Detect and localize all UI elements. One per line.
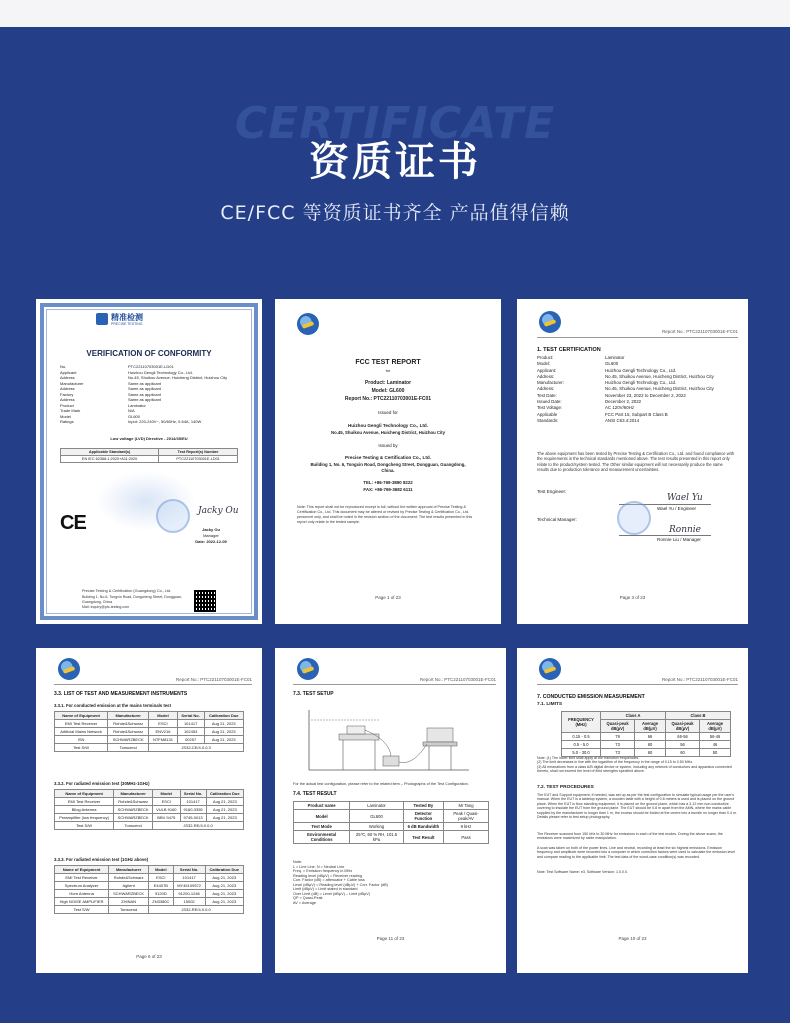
header-rule — [537, 337, 738, 338]
table-cell: Peak / Quasi-peak/AV — [444, 810, 489, 823]
signer-name: Jacky Ou — [202, 527, 220, 532]
column-header: Name of Equipment — [55, 712, 108, 720]
standards-table — [60, 448, 238, 463]
table-cell: 60 — [635, 741, 666, 749]
table-header-row — [55, 712, 244, 720]
field-value: Same as applicant — [128, 391, 161, 397]
field-value: Huizhou Gengli Technology Co., Ltd. — [605, 367, 677, 373]
directive-text: Low voltage (LVD) Directive - 2014/35/EU — [110, 436, 188, 441]
table-cell: EMI Test Receiver — [55, 798, 114, 806]
table-row — [55, 890, 244, 898]
qr-code — [194, 590, 216, 612]
software-row — [55, 822, 244, 830]
page-number: Page 1 of 23 — [375, 595, 401, 600]
report-number: Report No.: PTC22110703001E-FC01 — [420, 677, 496, 682]
procedure-paragraph-2: The Receiver scanned from 150 kHz to 30 MHz for emissions in each of the test modes. During the above scans, the emissions were maximized by cable manipulation. — [537, 832, 723, 841]
field-key: Address: — [537, 373, 555, 379]
field-value: GL600 — [128, 413, 141, 419]
table-cell: 9160-3355 — [180, 806, 206, 814]
column-header: Model — [153, 790, 181, 798]
lab-address: Building 1, No. 6, Tongxin Road, Dongcheng Street, Dongguan, Guangdong, China. — [310, 462, 466, 473]
technical-manager-label: Technical Manager: — [537, 517, 577, 522]
table-cell: Aug 21, 2023 — [204, 728, 243, 736]
std-row-2: PTC22110703001E-LD01 — [159, 456, 238, 463]
table-cell: Working — [350, 823, 403, 831]
issue-date: Date: 2022-12-09 — [195, 539, 227, 544]
field-value: Laminator — [128, 402, 146, 408]
field-key: Manufacturer: — [537, 380, 565, 386]
section-heading: 1. TEST CERTIFICATION — [537, 347, 601, 353]
table-cell: 56 — [665, 741, 699, 749]
limits-table — [561, 711, 731, 757]
table-cell: Test Result — [403, 831, 443, 844]
field-value: ANSI C63.4:2014 — [605, 417, 640, 423]
table-cell: Detector Function — [403, 810, 443, 823]
field-key: Applicable — [537, 411, 558, 417]
table-row — [55, 798, 244, 806]
certification-statement: The above equipment has been tested by Precise Testing & Certification Co., Ltd. and found compliance with the requirements in the technical standards mentioned above. The test results presented in this report only relate to the product/system tested. The Other similar equipment will not necessarily produce the same results due to production tolerance and measurement uncertainties. — [537, 451, 734, 473]
procedure-paragraph-4: Note: Test Software Name: e3, Software Version: 1.0.0.0. — [537, 870, 629, 874]
footer-company: Precise Testing & Certification (Guangdong) Co., Ltd. — [82, 589, 172, 593]
table-cell: SCHWARZBECK — [108, 736, 149, 744]
manager-name: Ronnie Liu / Manager — [657, 537, 701, 542]
field-key: Address: — [537, 386, 555, 392]
certificate-fields — [60, 364, 227, 425]
table-cell: 60 — [665, 749, 699, 757]
table-cell: ESCI — [149, 874, 174, 882]
field-row — [537, 418, 714, 424]
table-cell: Aug 21, 2023 — [205, 874, 243, 882]
company-stamp — [617, 501, 651, 535]
fcc-report-cover — [275, 299, 501, 624]
table-cell: Horn Antenna — [55, 890, 109, 898]
field-key: Manufacturer — [60, 380, 84, 386]
table-cell: 101417 — [177, 720, 204, 728]
header-rule — [54, 684, 252, 685]
equipment-table-2 — [54, 789, 244, 830]
table-cell: 73 — [601, 741, 635, 749]
table-row — [55, 882, 244, 890]
table-cell: Aug 21, 2023 — [206, 806, 243, 814]
signer-title: Manager — [203, 533, 219, 538]
table-cell: Tonscend — [114, 822, 153, 830]
column-header: Serial No. — [177, 712, 204, 720]
issued-for-label: Issued for — [378, 410, 398, 415]
table-cell: Mr Tang — [444, 802, 489, 810]
table-cell: 46 — [700, 741, 731, 749]
table-row — [55, 874, 244, 882]
table-cell: Model — [294, 810, 350, 823]
setup-caption: For the actual test configuration, please refer to the related item – Photographs of the Test Configuration. — [293, 782, 469, 786]
software-row — [55, 906, 244, 914]
page-number: Page 10 of 23 — [618, 936, 647, 941]
table-row — [55, 728, 244, 736]
field-row — [60, 419, 227, 425]
table-row — [562, 733, 731, 741]
table-cell: ENV216 — [149, 728, 178, 736]
table-cell: Aug 21, 2023 — [205, 890, 243, 898]
table-cell: 0.15 - 0.5 — [562, 733, 601, 741]
table-cell: 101417 — [180, 798, 206, 806]
table-cell: Bilog Antenna — [55, 806, 114, 814]
signature: Jacky Ou — [198, 506, 239, 516]
report-model: Model: GL600 — [371, 388, 405, 394]
limits-heading: 7.1. LIMITS — [537, 702, 563, 707]
ce-mark: CE — [60, 512, 86, 534]
field-key: Factory — [60, 391, 74, 397]
table-header-row — [55, 866, 244, 874]
ptc-logo — [58, 658, 80, 680]
table-cell: Aug 21, 2023 — [204, 736, 243, 744]
table-cell: Product name — [294, 802, 350, 810]
section-heading: 3.3. LIST OF TEST AND MEASUREMENT INSTRUMENTS — [54, 691, 188, 697]
table-cell: SCHWARZBECK — [114, 814, 153, 822]
test-certification-page — [517, 299, 748, 624]
company-stamp — [156, 499, 190, 533]
sub-header: Quasi-peak dB(µV) — [601, 720, 635, 733]
ptc-logo — [539, 311, 561, 333]
ptc-logo — [539, 658, 561, 680]
table-cell: Test Mode — [294, 823, 350, 831]
lab-name: Precise Testing & Certification Co., Ltd. — [345, 455, 431, 460]
field-value: December 2, 2022 — [605, 399, 642, 405]
result-heading: 7.4. TEST RESULT — [293, 791, 337, 797]
class-a-header: Class A — [601, 712, 666, 720]
manager-sign-line — [619, 535, 711, 536]
report-product: Product: Laminator — [364, 380, 412, 386]
sub-header: Average dB(µV) — [635, 720, 666, 733]
table-row — [562, 741, 731, 749]
setup-heading: 7.3. TEST SETUP — [293, 691, 334, 697]
ptc-logo — [297, 313, 319, 335]
field-value: Same as applicant — [128, 386, 161, 391]
field-key: Address — [60, 375, 75, 380]
report-title: FCC TEST REPORT — [355, 359, 421, 366]
column-header: Calibration Due — [205, 866, 243, 874]
table-cell: Environmental Conditions — [294, 831, 350, 844]
field-value: Huizhou Gengli Technology Co., Ltd. — [128, 369, 193, 375]
std-row-1: EN IEC 62368-1:2020+A11:2020 — [61, 456, 159, 463]
std-header-2: Test Report(s) Number — [159, 449, 238, 456]
table-cell: ESCI — [153, 798, 181, 806]
table-cell: Aug 21, 2023 — [205, 882, 243, 890]
table-row — [55, 814, 244, 822]
field-key: Issued Date: — [537, 399, 562, 405]
table-cell: Rohde&Schwarz — [108, 720, 149, 728]
field-value: No.45, Shuikou Avenue, Huicheng District, Huizhou City — [128, 375, 228, 380]
issued-by-label: Issued by — [378, 443, 398, 448]
field-key: Test Voltage: — [537, 405, 563, 411]
field-key: Applicant — [60, 369, 77, 375]
field-value: No.45, Shuikou Avenue, Huicheng District, Huizhou City — [605, 386, 714, 392]
field-value: Input: 220-240V~, 50/60Hz, 0.64A, 140W — [128, 419, 202, 424]
table-cell: SCHWARZBECK — [109, 890, 149, 898]
applicant-name: Huizhou Gengli Technology Co., Ltd. — [347, 423, 429, 428]
table-cell: 56-46 — [700, 733, 731, 741]
engineer-name: Wael Yu / Engineer — [657, 506, 697, 511]
procedure-paragraph-1: The EUT and Support equipment, if needed, was set up as per the test configuration to simulate typical usage per the user's manual. When the EUT is a tabletop system, a wooden table with a height of 0.8 meters is used and is placed on the ground plane. When the EUT is floor standing equipment, it is placed on the ground plane, which has a 3-12 mm non-conductive covering to insulate the EUT from the ground plane. The EUT should be 0.8 m apart from the AMN, where the mains cable supplied by the manufacturer is longer than 1 m, the excess should be folded at the centre into a bundle no longer than 0.4 m. Details please refer to test setup photography. — [537, 793, 737, 820]
field-value: No.45, Shuikou Avenue, Huicheng District, Huizhou City — [605, 373, 714, 379]
field-value: Laminator — [605, 355, 625, 360]
table-cell: ZN3380C — [149, 898, 174, 906]
table-cell: VULB 9160 — [153, 806, 181, 814]
subsection-3-title: 3.3.3. For radiated emission test (1GHz above) — [54, 857, 149, 862]
table-cell: SCHWARZBECK — [114, 806, 153, 814]
table-cell: Artificial Mains Network — [55, 728, 108, 736]
table-cell: Test S/W — [55, 744, 108, 752]
column-header: Name of Equipment — [55, 866, 109, 874]
table-cell: 50 — [700, 749, 731, 757]
field-key: Address — [60, 386, 75, 391]
table-cell: ESCI — [149, 720, 178, 728]
test-setup-page — [275, 648, 506, 973]
column-header: Calibration Due — [204, 712, 243, 720]
column-header: Serial No. — [180, 790, 206, 798]
logo-subtext: PRECISE TESTING — [111, 322, 143, 326]
applicant-address: No.45, Shuikou Avenue, Huicheng District, Huizhou City — [330, 430, 446, 435]
precise-testing-logo — [96, 313, 108, 325]
conducted-heading: 7. CONDUCTED EMISSION MEASUREMENT — [537, 694, 645, 700]
field-key: No. — [60, 364, 67, 369]
test-setup-diagram — [299, 700, 479, 778]
footer-address: Building 1, No.6, Tongxin Road, Dongcheng Street, Dongguan, Guangdong, China — [82, 595, 182, 604]
table-row — [294, 823, 489, 831]
procedures-heading: 7.2. TEST PROCEDURES — [537, 785, 594, 790]
table-cell: Test S/W — [55, 822, 114, 830]
column-header: Calibration Due — [206, 790, 243, 798]
field-key: Product: — [537, 355, 554, 360]
table-cell: EMI Test Receiver — [55, 720, 108, 728]
table-cell: Tonscend — [109, 906, 149, 914]
header-rule — [537, 684, 738, 685]
table-cell: JS32-RE/4.0.0.0 — [149, 906, 244, 914]
column-header: Manufacturer — [109, 866, 149, 874]
table-cell: Laminator — [350, 802, 403, 810]
field-key: Ratings — [60, 419, 74, 424]
field-key: Standards: — [537, 417, 559, 423]
column-header: Serial No. — [173, 866, 205, 874]
field-value: N/A — [128, 408, 135, 413]
page-number: Page 11 of 23 — [376, 936, 405, 941]
page-number: Page 6 of 23 — [136, 954, 162, 959]
header-rule — [293, 684, 496, 685]
lab-tel: TEL: +86-769-3890 8222 — [363, 480, 413, 485]
table-cell: 79 — [601, 733, 635, 741]
field-value: Same as applicant — [128, 380, 161, 386]
table-cell: Rohde&Schwarz — [108, 728, 149, 736]
subsection-2-title: 3.3.2. For radiated emission test (30MHz-1GHz) — [54, 781, 150, 786]
field-value: FCC Part 15, Subpart B Class B — [605, 411, 668, 417]
table-cell: Tonscend — [108, 744, 149, 752]
table-cell: 00257 — [177, 736, 204, 744]
field-value: Huizhou Gengli Technology Co., Ltd. — [605, 380, 677, 386]
column-header: Model — [149, 712, 178, 720]
ptc-logo — [297, 658, 319, 680]
report-number: Report No.: PTC22110703001E-FC01 — [662, 677, 738, 682]
table-cell: BBV 9475 — [153, 814, 181, 822]
table-cell: 9 kHz — [444, 823, 489, 831]
table-cell: Preamplifier (low frequency) — [55, 814, 114, 822]
table-row — [55, 736, 244, 744]
sub-header: Quasi-peak dB(µV) — [665, 720, 699, 733]
engineer-signature: Wael Yu — [667, 493, 703, 503]
table-cell: Spectrum Analyzer — [55, 882, 109, 890]
table-cell: 5.0 - 30.0 — [562, 749, 601, 757]
sub-header: Average dB(µV) — [700, 720, 731, 733]
report-note: Note: This report shall not be reproduced except in full, without the written approval of Precise Testing & Certification Co., Ltd. This document may be altered or revised by Precise Testing & Certification Co., Ltd. personnel only, and shall be noted in the revision section of the document. The test results presented in this report only relate to the tested sample. — [297, 505, 473, 524]
table-cell: JS32-CE/4.0.0.3 — [149, 744, 244, 752]
table-cell: EMI Test Receiver — [55, 874, 109, 882]
report-number: Report No.: PTC22110703001E-FC01 — [344, 396, 432, 402]
table-cell: High NOISE AMPLIFIER — [55, 898, 109, 906]
top-strip — [0, 0, 790, 27]
table-cell: 73 — [601, 749, 635, 757]
column-header: Model — [149, 866, 174, 874]
ce-certificate — [36, 299, 262, 624]
table-cell: 101417 — [173, 874, 205, 882]
field-key: Product — [60, 402, 74, 408]
logo-text: 精准检测 — [111, 313, 143, 322]
page-subtitle: CE/FCC 等资质证书齐全 产品值得信赖 — [220, 202, 570, 224]
field-key: Applicant: — [537, 367, 557, 373]
equipment-list-page — [36, 648, 262, 973]
table-cell: MY45109572 — [173, 882, 205, 890]
field-key: Model — [60, 413, 71, 419]
std-header-1: Applicable Standard(s) — [61, 449, 159, 456]
column-header: Manufacturer — [114, 790, 153, 798]
table-cell: Aug 21, 2023 — [206, 814, 243, 822]
procedure-paragraph-3: A scan was taken on both of the power lines, Line and neutral, recording at least the six highest emissions. Emission frequency and amplitude were recorded into a computer in which correction factors were used to calculate the emission level and compare reading to the applicable limit. The test data of the worst-case condition(s) was recorded. — [537, 846, 735, 859]
table-cell: 91200-1246 — [173, 890, 205, 898]
table-cell: Test S/W — [55, 906, 109, 914]
table-cell: 9120D — [149, 890, 174, 898]
field-value: November 23, 2022 to December 2, 2022 — [605, 392, 686, 398]
table-cell: 0.5 - 5.0 — [562, 741, 601, 749]
footer-web: Mail: inquiry@ptc-testing.com — [82, 605, 130, 609]
table-row — [55, 898, 244, 906]
table-cell: 60 — [635, 749, 666, 757]
lab-fax: FAX: +86-769-3682 6111 — [363, 487, 413, 492]
field-key: Test Date: — [537, 392, 557, 398]
field-value: PTC22110703001E-LD01 — [128, 364, 174, 369]
result-notes: Note: L = Line Line, N = Neutral Line Freq. = Emission frequency in MHz Reading level (dBµV) = Receiver reading Corr. Factor (dB) = attenuator + Cable loss Level (dBµV) = Reading level (dBµV) + Corr. Factor (dB) Limit (dBµV) = Limit stated in standard Over Limit (dB) = Level (dBµV) – Limit (dBµV) QP = Quasi-Peak AV = Average — [293, 860, 388, 905]
table-header-row — [55, 790, 244, 798]
table-cell: GL600 — [350, 810, 403, 823]
field-key: Address — [60, 397, 75, 402]
equipment-table-3 — [54, 865, 244, 914]
table-cell: Rohde&Schwarz — [109, 874, 149, 882]
table-cell: 9745-0013 — [180, 814, 206, 822]
conducted-emission-page — [517, 648, 748, 973]
table-cell: 6 dB Bandwidth — [403, 823, 443, 831]
report-for: for — [385, 368, 391, 373]
limits-notes: Note: (1) The lower limit shall apply at the transition frequencies. (2) The limit decreases in line with the logarithm of the frequency in the range of 0.15 to 0.50 MHz. (3) All emanations from a class A/B digital device or system, including any network of conductors and apparatus connected thereto, shall not exceed the level of field strengths specified above. — [537, 756, 732, 774]
table-cell: Tested By — [403, 802, 443, 810]
table-row — [294, 810, 489, 823]
test-result-table — [293, 801, 489, 844]
table-cell: 66 — [635, 733, 666, 741]
manager-signature: Ronnie — [669, 525, 701, 535]
table-row — [55, 806, 244, 814]
table-cell: Aug 21, 2023 — [205, 898, 243, 906]
certificate-title: VERIFICATION OF CONFORMITY — [86, 349, 212, 358]
column-header: Name of Equipment — [55, 790, 114, 798]
certification-fields — [537, 355, 714, 424]
table-cell: Pass — [444, 831, 489, 844]
table-row — [294, 831, 489, 844]
field-key: Trade Mark — [60, 408, 81, 413]
table-cell: NTFM8131 — [149, 736, 178, 744]
background-watermark-word: CERTIFICATE — [234, 98, 556, 149]
equipment-table-1 — [54, 711, 244, 752]
field-value: Same as applicant — [128, 397, 161, 402]
page-number: Page 3 of 23 — [619, 595, 646, 600]
table-cell: Rohde&Schwarz — [114, 798, 153, 806]
field-value: GL600 — [605, 361, 619, 367]
table-cell: E4407B — [149, 882, 174, 890]
page-title: 资质证书 — [309, 139, 481, 185]
column-header: Manufacturer — [108, 712, 149, 720]
field-key: Model: — [537, 361, 551, 367]
table-cell: ISN — [55, 736, 108, 744]
subsection-1-title: 3.3.1. For conducted emission at the mains terminals test — [54, 703, 172, 708]
table-cell: Aug 21, 2023 — [204, 720, 243, 728]
table-cell: Agilent — [109, 882, 149, 890]
test-engineer-label: Test Engineer: — [537, 489, 567, 494]
table-cell: JS32-RE/4.0.0.0 — [153, 822, 244, 830]
table-row — [55, 720, 244, 728]
report-number: Report No.: PTC22110703001E-FC01 — [176, 677, 252, 682]
table-cell: 102453 — [177, 728, 204, 736]
table-cell: 66-56 — [665, 733, 699, 741]
table-cell: 25℃, 60 % RH, 101.5 kPa — [350, 831, 403, 844]
report-number: Report No.: PTC22110703001E-FC01 — [662, 329, 738, 334]
class-b-header: Class B — [665, 712, 730, 720]
table-cell: 15002 — [173, 898, 205, 906]
field-value: AC 120V/60Hz — [605, 405, 635, 411]
table-cell: Aug 21, 2023 — [206, 798, 243, 806]
software-row — [55, 744, 244, 752]
table-cell: ZHINAN — [109, 898, 149, 906]
frequency-column-header: FREQUENCY (MHz) — [562, 712, 601, 733]
table-row — [294, 802, 489, 810]
